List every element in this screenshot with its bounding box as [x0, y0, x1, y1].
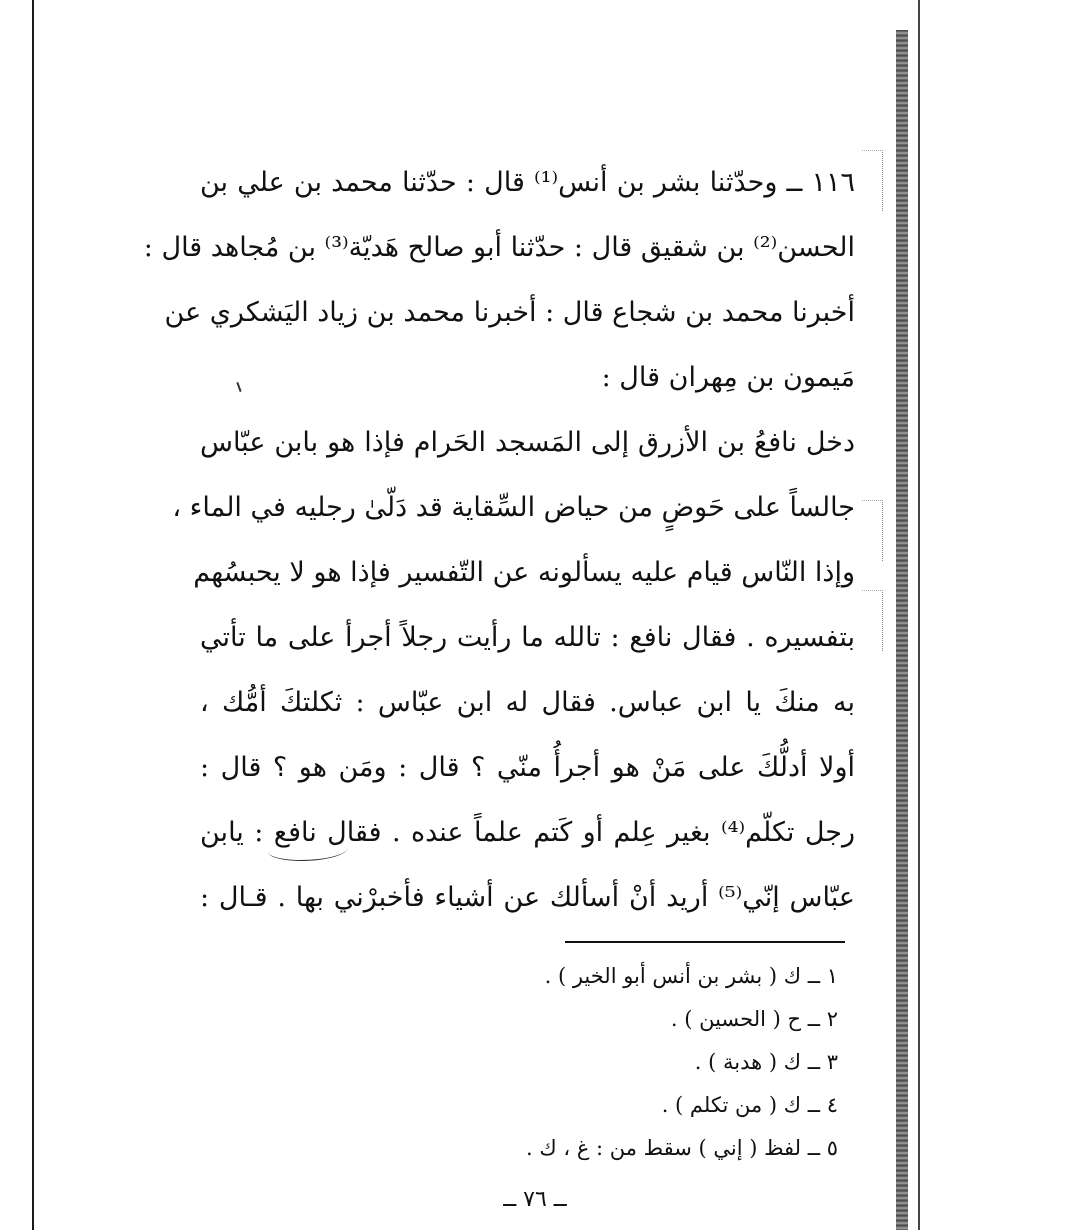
- text-line: به منكَ يا ابن عباس. فقال له ابن عبّاس : ثكلتكَ أمُّك ،: [200, 687, 855, 718]
- footnote-item: ٤ ــ ك ( من تكلم ) .: [661, 1093, 838, 1117]
- scan-artifact: [862, 150, 883, 211]
- text-line: جالساً على حَوضٍ من حياض السِّقاية قد دَلّىٰ رجليه في الماء ،: [172, 492, 855, 523]
- text-line: عبّاس إنّي⁽⁵⁾ أريد أنْ أسألك عن أشياء فأخبرْني بها . قـال :: [200, 882, 855, 913]
- text-line: دخل نافعُ بن الأزرق إلى المَسجد الحَرام فإذا هو بابن عبّاس: [200, 427, 855, 458]
- scan-binding-edge: [896, 30, 908, 1230]
- footnote-item: ٣ ــ ك ( هدبة ) .: [694, 1050, 838, 1074]
- text-line: رجل تكلّم⁽⁴⁾ بغير عِلم أو كَتم علماً عنده . فقال نافع : يابن: [200, 817, 856, 848]
- page-number: ــ ٧٦ ــ: [503, 1187, 567, 1212]
- footnote-item: ٢ ــ ح ( الحسين ) .: [670, 1007, 838, 1031]
- footnotes: [300, 955, 838, 1170]
- scan-left-edge: [32, 0, 34, 1230]
- text-line: أخبرنا محمد بن شجاع قال : أخبرنا محمد بن زياد اليَشكري عن: [164, 297, 855, 328]
- footnote-item: ١ ــ ك ( بشر بن أنس أبو الخير ) .: [544, 964, 838, 988]
- text-line: وإذا النّاس قيام عليه يسألونه عن التّفسير فإذا هو لا يحبسُهم: [193, 557, 855, 588]
- scan-right-border: [918, 0, 920, 1230]
- text-line: ١١٦ ــ وحدّثنا بشر بن أنس⁽¹⁾ قال : حدّثنا محمد بن علي بن: [200, 167, 855, 198]
- text-line: بتفسيره . فقال نافع : تالله ما رأيت رجلاً أجرأ على ما تأتي: [200, 622, 855, 653]
- text-line: مَيمون بن مِهران قال :: [601, 362, 855, 393]
- text-line: أولا أدلُّكَ على مَنْ هو أجرأُ منّي ؟ قال : ومَن هو ؟ قال :: [200, 752, 855, 783]
- main-text: [143, 150, 856, 930]
- scan-artifact: [862, 590, 883, 651]
- footnote-item: ٥ ــ لفظ ( إني ) سقط من : غ ، ك .: [526, 1136, 838, 1160]
- text-line: الحسن⁽²⁾ بن شقيق قال : حدّثنا أبو صالح هَديّة⁽³⁾ بن مُجاهد قال :: [143, 232, 855, 263]
- footnote-divider: [565, 941, 845, 943]
- scan-artifact: [862, 500, 883, 561]
